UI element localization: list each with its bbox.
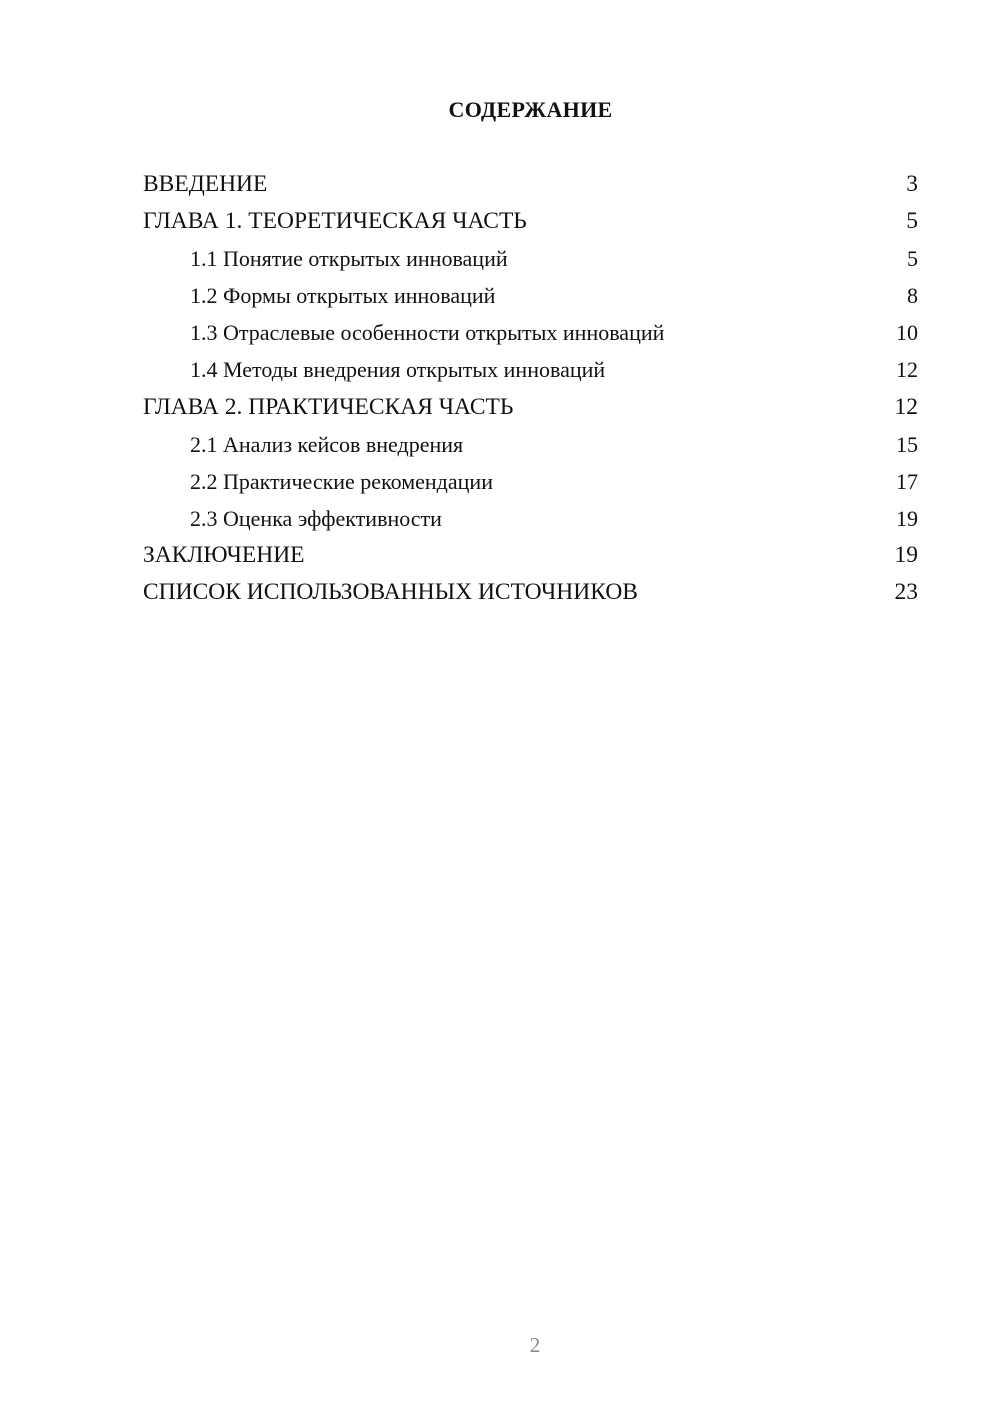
toc-entry-page: 8 <box>907 283 918 309</box>
toc-entry-label: 1.1 Понятие открытых инноваций <box>190 246 508 272</box>
page-number: 2 <box>529 1333 541 1357</box>
toc-entry-section-1-1 <box>143 240 918 277</box>
toc-entry-section-1-2 <box>143 277 918 314</box>
toc-entry-page: 3 <box>906 171 918 197</box>
toc-entry-label: 1.3 Отраслевые особенности открытых инноваций <box>190 320 665 346</box>
toc-entry-conclusion <box>143 537 918 574</box>
toc-entry-label: ЗАКЛЮЧЕНИЕ <box>143 541 305 568</box>
toc-entry-label: 2.1 Анализ кейсов внедрения <box>190 431 464 457</box>
toc-entry-label: 1.2 Формы открытых инноваций <box>190 283 496 309</box>
toc-entry-section-1-3 <box>143 314 918 351</box>
toc-entry-chapter-1 <box>143 203 918 240</box>
toc-entry-label: 2.2 Практические рекомендации <box>190 468 493 494</box>
toc-entry-page: 19 <box>896 505 918 531</box>
toc-entry-references <box>143 574 918 611</box>
toc-entry-introduction <box>143 166 918 203</box>
toc-entry-page: 17 <box>896 468 918 494</box>
toc-entry-page: 5 <box>907 246 918 272</box>
toc-entry-page: 19 <box>894 541 918 568</box>
toc-entry-label: ГЛАВА 2. ПРАКТИЧЕСКАЯ ЧАСТЬ <box>143 393 514 420</box>
toc-entry-page: 5 <box>906 208 918 235</box>
toc-entry-page: 12 <box>894 393 918 420</box>
toc-entry-section-2-3 <box>143 500 918 537</box>
table-of-contents <box>143 166 918 611</box>
toc-entry-section-2-1 <box>143 426 918 463</box>
toc-entry-label: ГЛАВА 1. ТЕОРЕТИЧЕСКАЯ ЧАСТЬ <box>143 208 527 235</box>
toc-entry-page: 12 <box>896 357 918 383</box>
toc-title: СОДЕРЖАНИЕ <box>448 97 613 122</box>
toc-entry-page: 15 <box>896 431 918 457</box>
toc-entry-page: 23 <box>894 579 918 606</box>
toc-entry-label: 2.3 Оценка эффективности <box>190 505 442 531</box>
toc-entry-chapter-2 <box>143 389 918 426</box>
toc-entry-label: 1.4 Методы внедрения открытых инноваций <box>190 357 606 383</box>
toc-entry-label: ВВЕДЕНИЕ <box>143 171 268 197</box>
toc-entry-section-1-4 <box>143 351 918 388</box>
toc-entry-section-2-2 <box>143 463 918 500</box>
toc-entry-page: 10 <box>896 320 918 346</box>
toc-entry-label: СПИСОК ИСПОЛЬЗОВАННЫХ ИСТОЧНИКОВ <box>143 579 638 606</box>
